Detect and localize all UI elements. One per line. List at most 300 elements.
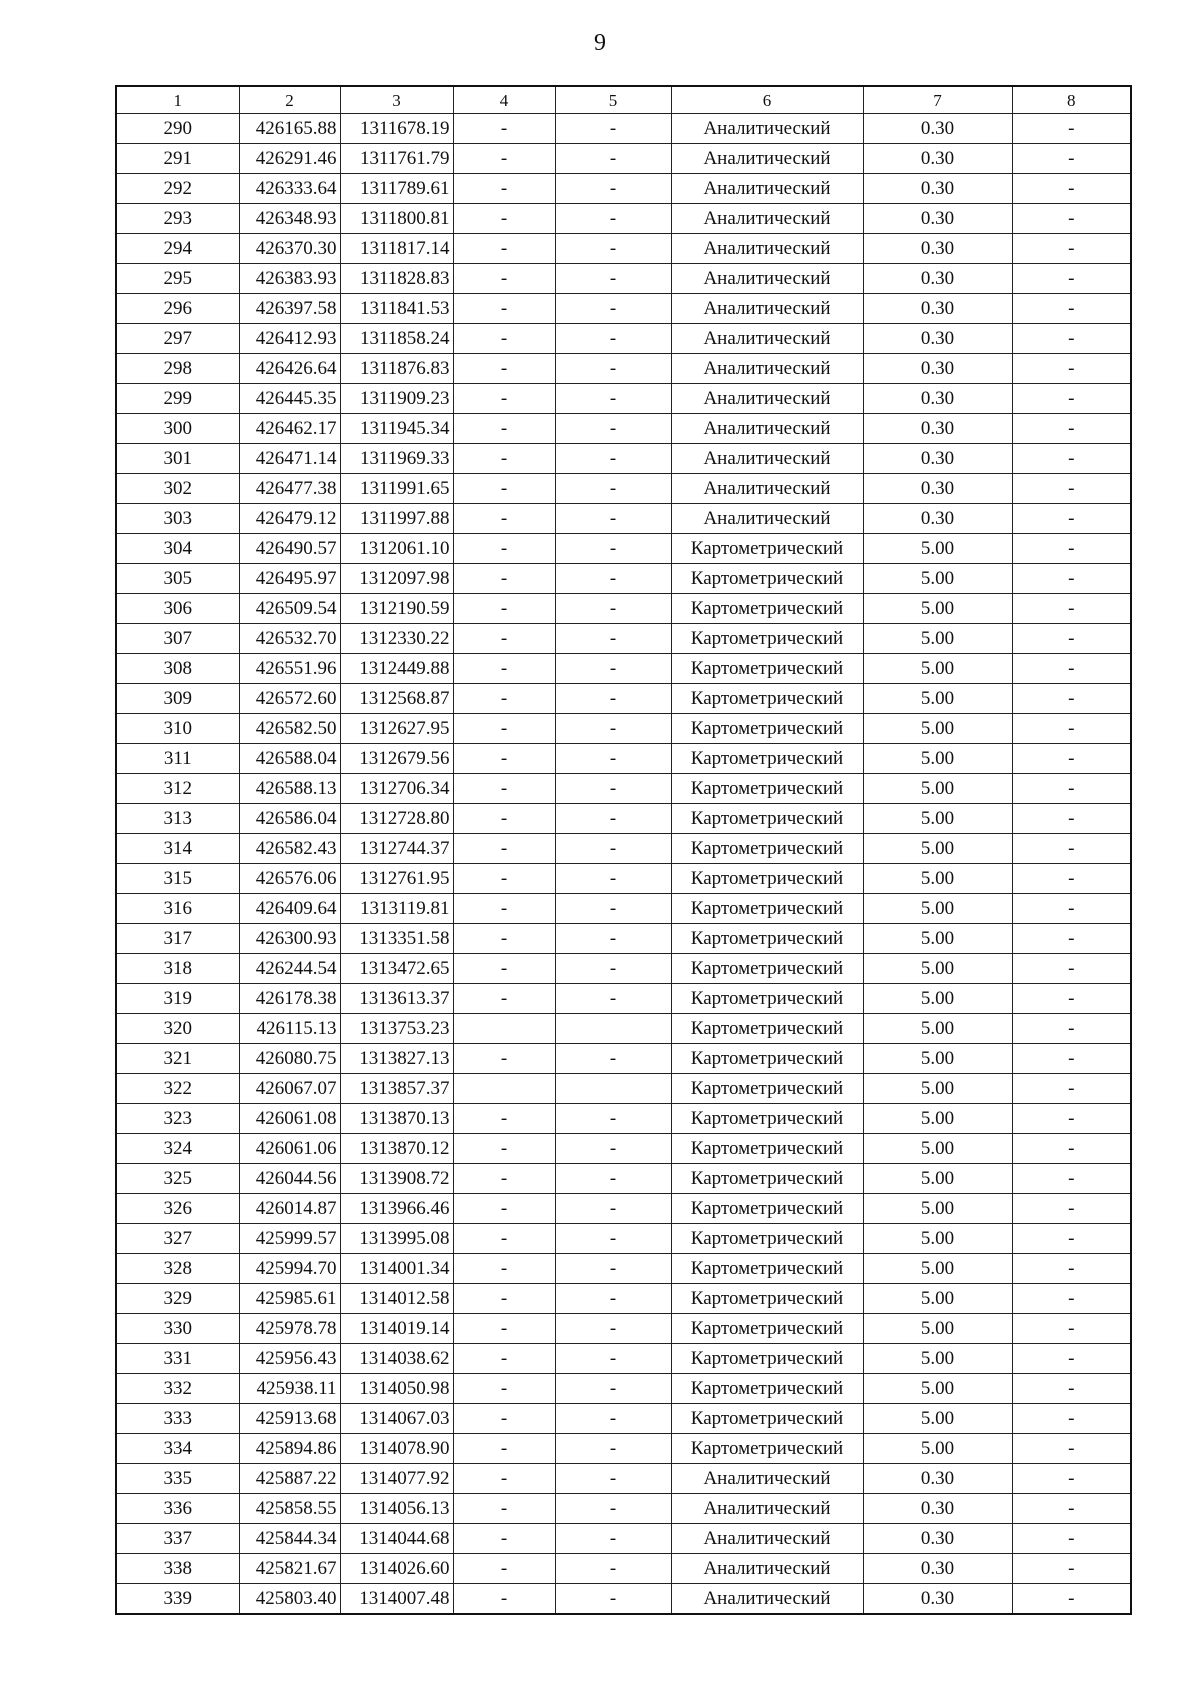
accuracy-cell: 5.00 xyxy=(863,774,1012,804)
table-row xyxy=(116,594,1131,624)
coordinates-table xyxy=(115,85,1132,1615)
table-row xyxy=(116,564,1131,594)
col4-cell: - xyxy=(453,264,555,294)
table-row xyxy=(116,1554,1131,1584)
point-number-cell: 305 xyxy=(116,564,239,594)
method-cell: Картометрический xyxy=(671,1164,863,1194)
x-coordinate-cell: 425985.61 xyxy=(239,1284,340,1314)
col4-cell: - xyxy=(453,534,555,564)
method-cell: Аналитический xyxy=(671,414,863,444)
col4-cell: - xyxy=(453,924,555,954)
table-row xyxy=(116,804,1131,834)
x-coordinate-cell: 425999.57 xyxy=(239,1224,340,1254)
method-cell: Картометрический xyxy=(671,564,863,594)
y-coordinate-cell: 1311800.81 xyxy=(340,204,453,234)
x-coordinate-cell: 426178.38 xyxy=(239,984,340,1014)
accuracy-cell: 5.00 xyxy=(863,804,1012,834)
col8-cell: - xyxy=(1012,1464,1131,1494)
accuracy-cell: 5.00 xyxy=(863,1284,1012,1314)
accuracy-cell: 0.30 xyxy=(863,174,1012,204)
accuracy-cell: 5.00 xyxy=(863,1044,1012,1074)
x-coordinate-cell: 426509.54 xyxy=(239,594,340,624)
accuracy-cell: 0.30 xyxy=(863,384,1012,414)
accuracy-cell: 5.00 xyxy=(863,1194,1012,1224)
accuracy-cell: 5.00 xyxy=(863,624,1012,654)
point-number-cell: 306 xyxy=(116,594,239,624)
col5-cell: - xyxy=(555,534,671,564)
accuracy-cell: 5.00 xyxy=(863,534,1012,564)
x-coordinate-cell: 426588.04 xyxy=(239,744,340,774)
table-row xyxy=(116,1374,1131,1404)
col5-cell: - xyxy=(555,354,671,384)
method-cell: Картометрический xyxy=(671,1374,863,1404)
point-number-cell: 331 xyxy=(116,1344,239,1374)
x-coordinate-cell: 426291.46 xyxy=(239,144,340,174)
col5-cell: - xyxy=(555,864,671,894)
method-cell: Аналитический xyxy=(671,444,863,474)
col8-cell: - xyxy=(1012,1164,1131,1194)
accuracy-cell: 5.00 xyxy=(863,1254,1012,1284)
method-cell: Аналитический xyxy=(671,354,863,384)
method-cell: Картометрический xyxy=(671,1314,863,1344)
method-cell: Картометрический xyxy=(671,654,863,684)
col4-cell: - xyxy=(453,1374,555,1404)
method-cell: Аналитический xyxy=(671,144,863,174)
method-cell: Картометрический xyxy=(671,1194,863,1224)
x-coordinate-cell: 426115.13 xyxy=(239,1014,340,1044)
col4-cell: - xyxy=(453,1044,555,1074)
accuracy-cell: 0.30 xyxy=(863,204,1012,234)
col4-cell: - xyxy=(453,1434,555,1464)
col4-cell: - xyxy=(453,294,555,324)
point-number-cell: 336 xyxy=(116,1494,239,1524)
col8-cell: - xyxy=(1012,1584,1131,1615)
col4-cell: - xyxy=(453,774,555,804)
col8-cell: - xyxy=(1012,264,1131,294)
col8-cell: - xyxy=(1012,444,1131,474)
col4-cell: - xyxy=(453,1284,555,1314)
col4-cell: - xyxy=(453,954,555,984)
y-coordinate-cell: 1313870.12 xyxy=(340,1134,453,1164)
col4-cell: - xyxy=(453,1404,555,1434)
table-row xyxy=(116,234,1131,264)
col4-cell: - xyxy=(453,1584,555,1615)
point-number-cell: 315 xyxy=(116,864,239,894)
y-coordinate-cell: 1311997.88 xyxy=(340,504,453,534)
method-cell: Аналитический xyxy=(671,174,863,204)
table-row xyxy=(116,864,1131,894)
method-cell: Картометрический xyxy=(671,804,863,834)
col4-cell: - xyxy=(453,894,555,924)
col4-cell: - xyxy=(453,1554,555,1584)
col4-cell: - xyxy=(453,624,555,654)
table-row xyxy=(116,324,1131,354)
col5-cell: - xyxy=(555,1584,671,1615)
x-coordinate-cell: 425978.78 xyxy=(239,1314,340,1344)
x-coordinate-cell: 425858.55 xyxy=(239,1494,340,1524)
y-coordinate-cell: 1312627.95 xyxy=(340,714,453,744)
table-row xyxy=(116,1074,1131,1104)
point-number-cell: 320 xyxy=(116,1014,239,1044)
col4-cell: - xyxy=(453,1464,555,1494)
y-coordinate-cell: 1311969.33 xyxy=(340,444,453,474)
method-cell: Картометрический xyxy=(671,624,863,654)
method-cell: Картометрический xyxy=(671,1104,863,1134)
accuracy-cell: 0.30 xyxy=(863,444,1012,474)
col5-cell: - xyxy=(555,624,671,654)
method-cell: Аналитический xyxy=(671,234,863,264)
col8-cell: - xyxy=(1012,504,1131,534)
col5-cell: - xyxy=(555,894,671,924)
accuracy-cell: 0.30 xyxy=(863,474,1012,504)
point-number-cell: 335 xyxy=(116,1464,239,1494)
col5-cell: - xyxy=(555,234,671,264)
col4-cell: - xyxy=(453,114,555,144)
col5-cell: - xyxy=(555,1434,671,1464)
accuracy-cell: 0.30 xyxy=(863,1464,1012,1494)
method-cell: Аналитический xyxy=(671,264,863,294)
y-coordinate-cell: 1311991.65 xyxy=(340,474,453,504)
col5-cell: - xyxy=(555,1554,671,1584)
table-row xyxy=(116,474,1131,504)
col5-cell: - xyxy=(555,1494,671,1524)
point-number-cell: 338 xyxy=(116,1554,239,1584)
table-row xyxy=(116,444,1131,474)
point-number-cell: 291 xyxy=(116,144,239,174)
method-cell: Картометрический xyxy=(671,1434,863,1464)
col8-cell: - xyxy=(1012,834,1131,864)
col8-cell: - xyxy=(1012,894,1131,924)
accuracy-cell: 5.00 xyxy=(863,834,1012,864)
col5-cell xyxy=(555,1074,671,1104)
col5-cell: - xyxy=(555,1044,671,1074)
x-coordinate-cell: 426462.17 xyxy=(239,414,340,444)
col4-cell: - xyxy=(453,1254,555,1284)
table-row xyxy=(116,1254,1131,1284)
accuracy-cell: 0.30 xyxy=(863,294,1012,324)
x-coordinate-cell: 426477.38 xyxy=(239,474,340,504)
accuracy-cell: 5.00 xyxy=(863,1074,1012,1104)
col4-cell: - xyxy=(453,654,555,684)
x-coordinate-cell: 425913.68 xyxy=(239,1404,340,1434)
method-cell: Картометрический xyxy=(671,1404,863,1434)
x-coordinate-cell: 426576.06 xyxy=(239,864,340,894)
col5-cell: - xyxy=(555,174,671,204)
table-row xyxy=(116,354,1131,384)
accuracy-cell: 5.00 xyxy=(863,654,1012,684)
method-cell: Картометрический xyxy=(671,534,863,564)
accuracy-cell: 0.30 xyxy=(863,264,1012,294)
col5-cell: - xyxy=(555,1284,671,1314)
col8-cell: - xyxy=(1012,174,1131,204)
x-coordinate-cell: 426348.93 xyxy=(239,204,340,234)
col8-cell: - xyxy=(1012,1224,1131,1254)
column-header: 6 xyxy=(671,86,863,114)
y-coordinate-cell: 1313753.23 xyxy=(340,1014,453,1044)
col4-cell: - xyxy=(453,504,555,534)
y-coordinate-cell: 1314001.34 xyxy=(340,1254,453,1284)
table-row xyxy=(116,654,1131,684)
table-row xyxy=(116,714,1131,744)
col5-cell: - xyxy=(555,324,671,354)
col8-cell: - xyxy=(1012,1314,1131,1344)
x-coordinate-cell: 426582.50 xyxy=(239,714,340,744)
col5-cell: - xyxy=(555,654,671,684)
x-coordinate-cell: 426588.13 xyxy=(239,774,340,804)
x-coordinate-cell: 426582.43 xyxy=(239,834,340,864)
accuracy-cell: 5.00 xyxy=(863,894,1012,924)
accuracy-cell: 5.00 xyxy=(863,1134,1012,1164)
point-number-cell: 319 xyxy=(116,984,239,1014)
method-cell: Картометрический xyxy=(671,774,863,804)
y-coordinate-cell: 1312706.34 xyxy=(340,774,453,804)
x-coordinate-cell: 426044.56 xyxy=(239,1164,340,1194)
col5-cell: - xyxy=(555,1374,671,1404)
method-cell: Аналитический xyxy=(671,1554,863,1584)
accuracy-cell: 0.30 xyxy=(863,114,1012,144)
accuracy-cell: 5.00 xyxy=(863,1404,1012,1434)
col4-cell: - xyxy=(453,324,555,354)
col4-cell: - xyxy=(453,204,555,234)
col8-cell: - xyxy=(1012,1254,1131,1284)
accuracy-cell: 0.30 xyxy=(863,1584,1012,1615)
point-number-cell: 292 xyxy=(116,174,239,204)
x-coordinate-cell: 426300.93 xyxy=(239,924,340,954)
method-cell: Картометрический xyxy=(671,594,863,624)
col5-cell: - xyxy=(555,1104,671,1134)
y-coordinate-cell: 1312330.22 xyxy=(340,624,453,654)
table-row xyxy=(116,1104,1131,1134)
col5-cell: - xyxy=(555,594,671,624)
col4-cell: - xyxy=(453,234,555,264)
accuracy-cell: 5.00 xyxy=(863,984,1012,1014)
col4-cell: - xyxy=(453,474,555,504)
point-number-cell: 294 xyxy=(116,234,239,264)
point-number-cell: 330 xyxy=(116,1314,239,1344)
point-number-cell: 324 xyxy=(116,1134,239,1164)
point-number-cell: 323 xyxy=(116,1104,239,1134)
y-coordinate-cell: 1313119.81 xyxy=(340,894,453,924)
method-cell: Аналитический xyxy=(671,384,863,414)
y-coordinate-cell: 1312449.88 xyxy=(340,654,453,684)
table-row xyxy=(116,504,1131,534)
col8-cell: - xyxy=(1012,384,1131,414)
col8-cell: - xyxy=(1012,1374,1131,1404)
x-coordinate-cell: 426244.54 xyxy=(239,954,340,984)
x-coordinate-cell: 426586.04 xyxy=(239,804,340,834)
col5-cell: - xyxy=(555,774,671,804)
table-row xyxy=(116,924,1131,954)
y-coordinate-cell: 1312679.56 xyxy=(340,744,453,774)
col5-cell: - xyxy=(555,444,671,474)
col5-cell: - xyxy=(555,144,671,174)
col8-cell: - xyxy=(1012,594,1131,624)
col5-cell: - xyxy=(555,204,671,234)
x-coordinate-cell: 425994.70 xyxy=(239,1254,340,1284)
accuracy-cell: 5.00 xyxy=(863,744,1012,774)
x-coordinate-cell: 426409.64 xyxy=(239,894,340,924)
y-coordinate-cell: 1311761.79 xyxy=(340,144,453,174)
method-cell: Картометрический xyxy=(671,1284,863,1314)
x-coordinate-cell: 426412.93 xyxy=(239,324,340,354)
col4-cell: - xyxy=(453,684,555,714)
point-number-cell: 304 xyxy=(116,534,239,564)
x-coordinate-cell: 426061.08 xyxy=(239,1104,340,1134)
y-coordinate-cell: 1312728.80 xyxy=(340,804,453,834)
method-cell: Картометрический xyxy=(671,894,863,924)
col4-cell: - xyxy=(453,174,555,204)
column-header: 5 xyxy=(555,86,671,114)
col8-cell: - xyxy=(1012,1524,1131,1554)
x-coordinate-cell: 426067.07 xyxy=(239,1074,340,1104)
method-cell: Картометрический xyxy=(671,924,863,954)
col5-cell: - xyxy=(555,504,671,534)
method-cell: Аналитический xyxy=(671,114,863,144)
point-number-cell: 339 xyxy=(116,1584,239,1615)
accuracy-cell: 5.00 xyxy=(863,1344,1012,1374)
x-coordinate-cell: 425844.34 xyxy=(239,1524,340,1554)
y-coordinate-cell: 1311841.53 xyxy=(340,294,453,324)
point-number-cell: 318 xyxy=(116,954,239,984)
table-row xyxy=(116,1524,1131,1554)
accuracy-cell: 5.00 xyxy=(863,564,1012,594)
table-row xyxy=(116,414,1131,444)
method-cell: Картометрический xyxy=(671,1344,863,1374)
method-cell: Картометрический xyxy=(671,1074,863,1104)
point-number-cell: 299 xyxy=(116,384,239,414)
accuracy-cell: 5.00 xyxy=(863,1434,1012,1464)
accuracy-cell: 5.00 xyxy=(863,1224,1012,1254)
col4-cell: - xyxy=(453,384,555,414)
y-coordinate-cell: 1312097.98 xyxy=(340,564,453,594)
point-number-cell: 290 xyxy=(116,114,239,144)
table-row xyxy=(116,1164,1131,1194)
col5-cell: - xyxy=(555,954,671,984)
col5-cell: - xyxy=(555,564,671,594)
col8-cell: - xyxy=(1012,1344,1131,1374)
y-coordinate-cell: 1312061.10 xyxy=(340,534,453,564)
col5-cell: - xyxy=(555,684,671,714)
x-coordinate-cell: 426445.35 xyxy=(239,384,340,414)
point-number-cell: 297 xyxy=(116,324,239,354)
table-body xyxy=(116,114,1131,1615)
point-number-cell: 321 xyxy=(116,1044,239,1074)
point-number-cell: 325 xyxy=(116,1164,239,1194)
col5-cell: - xyxy=(555,1224,671,1254)
point-number-cell: 337 xyxy=(116,1524,239,1554)
point-number-cell: 329 xyxy=(116,1284,239,1314)
table-row xyxy=(116,1194,1131,1224)
point-number-cell: 316 xyxy=(116,894,239,924)
col5-cell: - xyxy=(555,1404,671,1434)
method-cell: Картометрический xyxy=(671,1014,863,1044)
accuracy-cell: 0.30 xyxy=(863,1524,1012,1554)
x-coordinate-cell: 426572.60 xyxy=(239,684,340,714)
x-coordinate-cell: 426551.96 xyxy=(239,654,340,684)
x-coordinate-cell: 425956.43 xyxy=(239,1344,340,1374)
col8-cell: - xyxy=(1012,144,1131,174)
col4-cell: - xyxy=(453,354,555,384)
point-number-cell: 334 xyxy=(116,1434,239,1464)
x-coordinate-cell: 426061.06 xyxy=(239,1134,340,1164)
col4-cell: - xyxy=(453,804,555,834)
table-row xyxy=(116,204,1131,234)
col5-cell: - xyxy=(555,294,671,324)
method-cell: Картометрический xyxy=(671,744,863,774)
x-coordinate-cell: 426383.93 xyxy=(239,264,340,294)
accuracy-cell: 0.30 xyxy=(863,1494,1012,1524)
y-coordinate-cell: 1313908.72 xyxy=(340,1164,453,1194)
x-coordinate-cell: 425894.86 xyxy=(239,1434,340,1464)
method-cell: Аналитический xyxy=(671,1584,863,1615)
x-coordinate-cell: 426014.87 xyxy=(239,1194,340,1224)
x-coordinate-cell: 425803.40 xyxy=(239,1584,340,1615)
accuracy-cell: 0.30 xyxy=(863,504,1012,534)
col8-cell: - xyxy=(1012,924,1131,954)
method-cell: Аналитический xyxy=(671,1464,863,1494)
col8-cell: - xyxy=(1012,1404,1131,1434)
accuracy-cell: 0.30 xyxy=(863,414,1012,444)
column-header: 7 xyxy=(863,86,1012,114)
method-cell: Картометрический xyxy=(671,834,863,864)
y-coordinate-cell: 1312761.95 xyxy=(340,864,453,894)
col4-cell: - xyxy=(453,1524,555,1554)
col4-cell: - xyxy=(453,1194,555,1224)
point-number-cell: 327 xyxy=(116,1224,239,1254)
point-number-cell: 314 xyxy=(116,834,239,864)
col4-cell: - xyxy=(453,1104,555,1134)
accuracy-cell: 0.30 xyxy=(863,324,1012,354)
col4-cell: - xyxy=(453,414,555,444)
col8-cell: - xyxy=(1012,954,1131,984)
point-number-cell: 303 xyxy=(116,504,239,534)
table-row xyxy=(116,114,1131,144)
point-number-cell: 307 xyxy=(116,624,239,654)
table-row xyxy=(116,624,1131,654)
col4-cell: - xyxy=(453,984,555,1014)
accuracy-cell: 5.00 xyxy=(863,864,1012,894)
x-coordinate-cell: 426479.12 xyxy=(239,504,340,534)
x-coordinate-cell: 426080.75 xyxy=(239,1044,340,1074)
y-coordinate-cell: 1311789.61 xyxy=(340,174,453,204)
table-row xyxy=(116,1584,1131,1615)
y-coordinate-cell: 1314038.62 xyxy=(340,1344,453,1374)
col5-cell: - xyxy=(555,114,671,144)
point-number-cell: 296 xyxy=(116,294,239,324)
col5-cell: - xyxy=(555,264,671,294)
col8-cell: - xyxy=(1012,1194,1131,1224)
point-number-cell: 298 xyxy=(116,354,239,384)
table-row xyxy=(116,744,1131,774)
col5-cell: - xyxy=(555,744,671,774)
col4-cell xyxy=(453,1014,555,1044)
col8-cell: - xyxy=(1012,564,1131,594)
y-coordinate-cell: 1311828.83 xyxy=(340,264,453,294)
table-row xyxy=(116,534,1131,564)
col5-cell: - xyxy=(555,984,671,1014)
table-row xyxy=(116,1134,1131,1164)
col5-cell: - xyxy=(555,1524,671,1554)
col8-cell: - xyxy=(1012,294,1131,324)
point-number-cell: 328 xyxy=(116,1254,239,1284)
y-coordinate-cell: 1313870.13 xyxy=(340,1104,453,1134)
method-cell: Картометрический xyxy=(671,714,863,744)
y-coordinate-cell: 1312568.87 xyxy=(340,684,453,714)
y-coordinate-cell: 1314007.48 xyxy=(340,1584,453,1615)
y-coordinate-cell: 1314067.03 xyxy=(340,1404,453,1434)
col5-cell: - xyxy=(555,474,671,504)
col5-cell: - xyxy=(555,1194,671,1224)
